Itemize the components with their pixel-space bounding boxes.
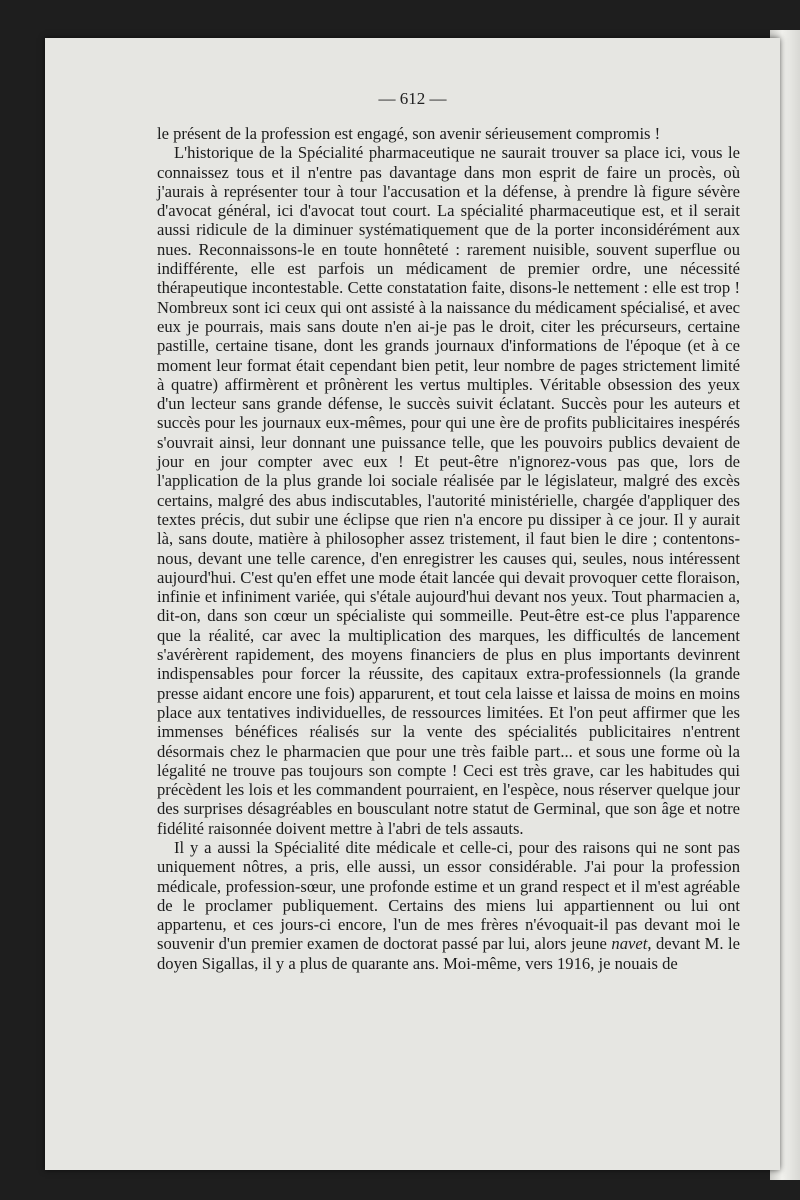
paragraph-medicale-part2: , devant M. le doyen Sigallas, il y a plus de quarante ans. Moi-même, vers 1916, je nouais de bbox=[157, 934, 740, 973]
paragraph-medicale-part1: Il y a aussi la Spécialité dite médicale et celle-ci, pour des raisons qui ne sont pas uniquement nôtres, a pris, elle aussi, un essor considérable. J'ai pour la profession médicale, profession-sœur, une profonde estime et un grand respect et il m'est agréable de le proclamer publiquement. Certains des miens lui appartiennent ou lui ont appartenu, et ces jours-ci encore, l'un de mes frères n'évoquait-il pas devant moi le souvenir d'un premier examen de doctorat passé par lui, alors jeune bbox=[157, 837, 740, 954]
italic-word-navet: navet bbox=[611, 934, 648, 954]
document-page bbox=[45, 38, 780, 1170]
page-number: — 612 — bbox=[378, 89, 447, 108]
paragraph-medicale bbox=[157, 838, 740, 973]
paragraph-specialite: L'historique de la Spécialité pharmaceutique ne saurait trouver sa place ici, vous le connaissez tous et il n'entre pas davantage dans mon esprit de faire un procès, où j'aurais à représenter tour à tour l'accusation et la défense, à prendre là figure sévère d'avocat général, ici d'avocat tout court. La spécialité pharmaceutique est, et il serait aussi ridicule de la diminuer systématiquement que de la porter inconsidérément aux nues. Reconnaissons-le en toute honnêteté : rarement nuisible, souvent superflue ou indifférente, elle est parfois un médicament de premier ordre, une nécessité thérapeutique incontestable. Cette constatation faite, disons-le nettement : elle est trop ! Nombreux sont ici ceux qui ont assisté à la naissance du médicament spécialisé, et avec eux je pourrais, mais sans doute n'en ai-je pas le droit, citer les précurseurs, certaine pastille, certaine tisane, dont les grands journaux d'informations de l'époque (et à ce moment leur format était cependant bien petit, leur nombre de pages strictement limité à quatre) affirmèrent et prônèrent les vertus multiples. Véritable obsession des yeux d'un lecteur sans grande défense, le succès suivit éclatant. Succès pour les auteurs et succès pour les journaux eux-mêmes, pour qui une ère de profits publicitaires inespérés s'ouvrait ainsi, leur donnant une puissance telle, que les pouvoirs publics devaient de jour en jour compter avec eux ! Et peut-être n'ignorez-vous pas que, lors de l'application de la plus grande loi sociale réalisée par le législateur, malgré des excès certains, malgré des abus indiscutables, l'autorité ministérielle, chargée d'appliquer des textes précis, dut subir une éclipse que rien n'a encore pu dissiper à ce jour. Il y aurait là, sans doute, matière à philosopher assez tristement, il faut bien le dire ; contentons-nous, devant une telle carence, d'en enregistrer les causes qui, seules, nous intéressent aujourd'hui. C'est qu'en effet une mode était lancée qui devait provoquer cette floraison, infinie et infiniment variée, qui s'étale aujourd'hui devant nos yeux. Tout pharmacien a, dit-on, dans son cœur un spécialiste qui sommeille. Peut-être est-ce plus l'apparence que la réalité, car avec la multiplication des marques, les difficultés de lancement s'avérèrent rapidement, des moyens financiers de plus en plus importants devinrent indispensables pour forcer la réussite, des capitaux extra-professionnels (la grande presse aidant encore une fois) apparurent, et tout cela laisse et laissa de moins en moins place aux tentatives individuelles, de ressources limitées. Et l'on peut affirmer que les immenses bénéfices réalisés sur la vente des spécialités publicitaires n'entrent désormais chez le pharmacien que pour une très faible part... et sous une forme où la légalité ne trouve pas toujours son compte ! Ceci est très grave, car les habitudes qui précèdent les lois et les commandent pourraient, en l'espèce, nous réserver quelque jour des surprises désagréables en bousculant notre statut de Germinal, que son âge et notre fidélité raisonnée doivent mettre à l'abri de tels assauts. bbox=[157, 143, 740, 838]
body-text bbox=[157, 124, 740, 973]
paragraph-continuation: le présent de la profession est engagé, son avenir sérieusement compromis ! bbox=[157, 124, 661, 143]
